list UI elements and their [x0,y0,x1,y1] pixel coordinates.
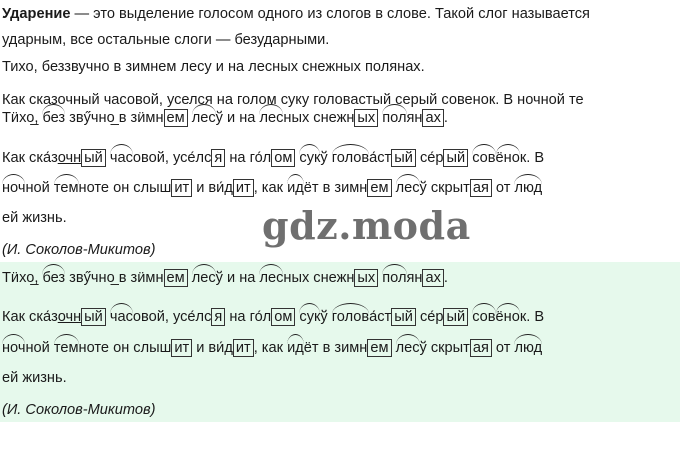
cutoff-text-line: Как сказочный часовой, уселся на голом суку головастый серый совенок. В ночной те [2,92,584,107]
answer-line [2,270,448,286]
word-part: . [443,110,448,126]
word-part: Тӥхо̲, [2,270,43,286]
root-mark: лес [191,110,216,126]
word-part: , как [253,340,288,356]
word-part: ў [320,309,332,325]
root-mark: лес [259,270,284,286]
answer-line: ей жизнь. [2,210,67,226]
suffix-mark: ёно [495,309,520,325]
word-part: к [519,309,527,325]
rule-paragraph-cont: ударным, все остальные слоги — безударными. [2,32,330,48]
root-mark: ид [287,180,304,196]
root-mark: тем [53,180,79,196]
root-mark: голов [331,150,370,166]
ending-box: ый [443,149,468,167]
root-mark: лес [191,270,216,286]
root-mark: голов [331,309,370,325]
word-part: от [491,340,515,356]
word-part: к [519,150,527,166]
root-mark: люд [514,180,543,196]
root-mark: без [42,270,66,286]
word-part: овой, усе́лс [132,150,212,166]
word-part: овой, усе́лс [132,309,212,325]
term-udarenie: Ударение [2,6,71,22]
word-part: от [491,180,515,196]
ending-box: ый [81,308,106,326]
ending-box: ем [367,179,391,197]
ending-box: ых [354,269,378,287]
ending-box: ит [233,339,254,357]
rule-paragraph [2,4,590,24]
word-part: ёт в зимн [303,180,368,196]
example-sentence: Тихо, беззвучно в зимнем лесу и на лесных снежных полянах. [2,59,425,75]
word-part: ноте он слыш [78,340,172,356]
root-mark: сов [472,150,496,166]
citation: (И. Соколов-Микитов) [2,242,156,258]
suffix-mark: ёно [495,150,520,166]
word-part: . В [526,309,545,325]
ending-box: ах [422,269,443,287]
ending-box: я [211,308,225,326]
ending-box: ем [367,339,391,357]
definition-text: — это выделение голосом одного из слогов в слове. Такой слог называется [70,6,590,22]
word-part: ў и на [215,270,260,286]
word-part: . [443,270,448,286]
ending-box: я [211,149,225,167]
word-part: ных снежн [283,110,355,126]
suffix-mark: очн [57,309,82,325]
word-part: ных снежн [283,270,355,286]
root-mark: час [109,150,133,166]
word-part: и ви́д [192,340,233,356]
word-part: и ви́д [192,180,233,196]
root-mark: пол [382,110,407,126]
root-mark: сук [299,150,321,166]
ending-box: ый [391,308,416,326]
watermark-logo: gdz.moda [262,203,471,248]
word-part: а́ст [369,150,392,166]
word-part: а́ст [369,309,392,325]
word-part: ноте он слыш [78,180,172,196]
root-mark: без [42,110,66,126]
root-mark: ид [287,340,304,356]
ending-box: ом [271,149,295,167]
answer-line [2,309,544,325]
root-mark: ноч [2,180,26,196]
word-part: звӳчно̲ в зӥмн [65,270,164,286]
word-part: ёт в зимн [303,340,368,356]
ending-box: ый [81,149,106,167]
word-part: Как ска́з [2,150,58,166]
answer-line [2,150,544,166]
answer-line [2,180,542,196]
citation: (И. Соколов-Микитов) [2,402,156,418]
answer-line [2,340,542,356]
ending-box: ая [470,179,492,197]
ending-box: ит [233,179,254,197]
answer-line [2,110,448,126]
word-part: ной [25,340,54,356]
word-part: звӳчно̲ в зӥмн [65,110,164,126]
root-mark: пол [382,270,407,286]
ending-box: ит [171,179,192,197]
word-part: се́р [415,309,444,325]
root-mark: сов [472,309,496,325]
ending-box: ом [271,308,295,326]
ending-box: ая [470,339,492,357]
word-part: ян [406,110,423,126]
ending-box: ах [422,109,443,127]
ending-box: ем [164,109,188,127]
word-part: ян [406,270,423,286]
root-mark: час [109,309,133,325]
ending-box: ый [443,308,468,326]
answer-line: ей жизнь. [2,370,67,386]
root-mark: люд [514,340,543,356]
root-mark: ноч [2,340,26,356]
word-part: на го́л [225,150,272,166]
root-mark: лес [395,340,420,356]
root-mark: тем [53,340,79,356]
ending-box: ых [354,109,378,127]
root-mark: лес [259,110,284,126]
word-part: ной [25,180,54,196]
word-part: Как ска́з [2,309,58,325]
word-part: на го́л [225,309,272,325]
ending-box: ый [391,149,416,167]
suffix-mark: очн [57,150,82,166]
ending-box: ем [164,269,188,287]
root-mark: сук [299,309,321,325]
word-part: ў скрыт [419,340,470,356]
ending-box: ит [171,339,192,357]
word-part: ў [320,150,332,166]
word-part: , как [253,180,288,196]
word-part: Тӥхо̲, [2,110,43,126]
root-mark: лес [395,180,420,196]
word-part: . В [526,150,545,166]
word-part: ў и на [215,110,260,126]
word-part: ў скрыт [419,180,470,196]
word-part: се́р [415,150,444,166]
